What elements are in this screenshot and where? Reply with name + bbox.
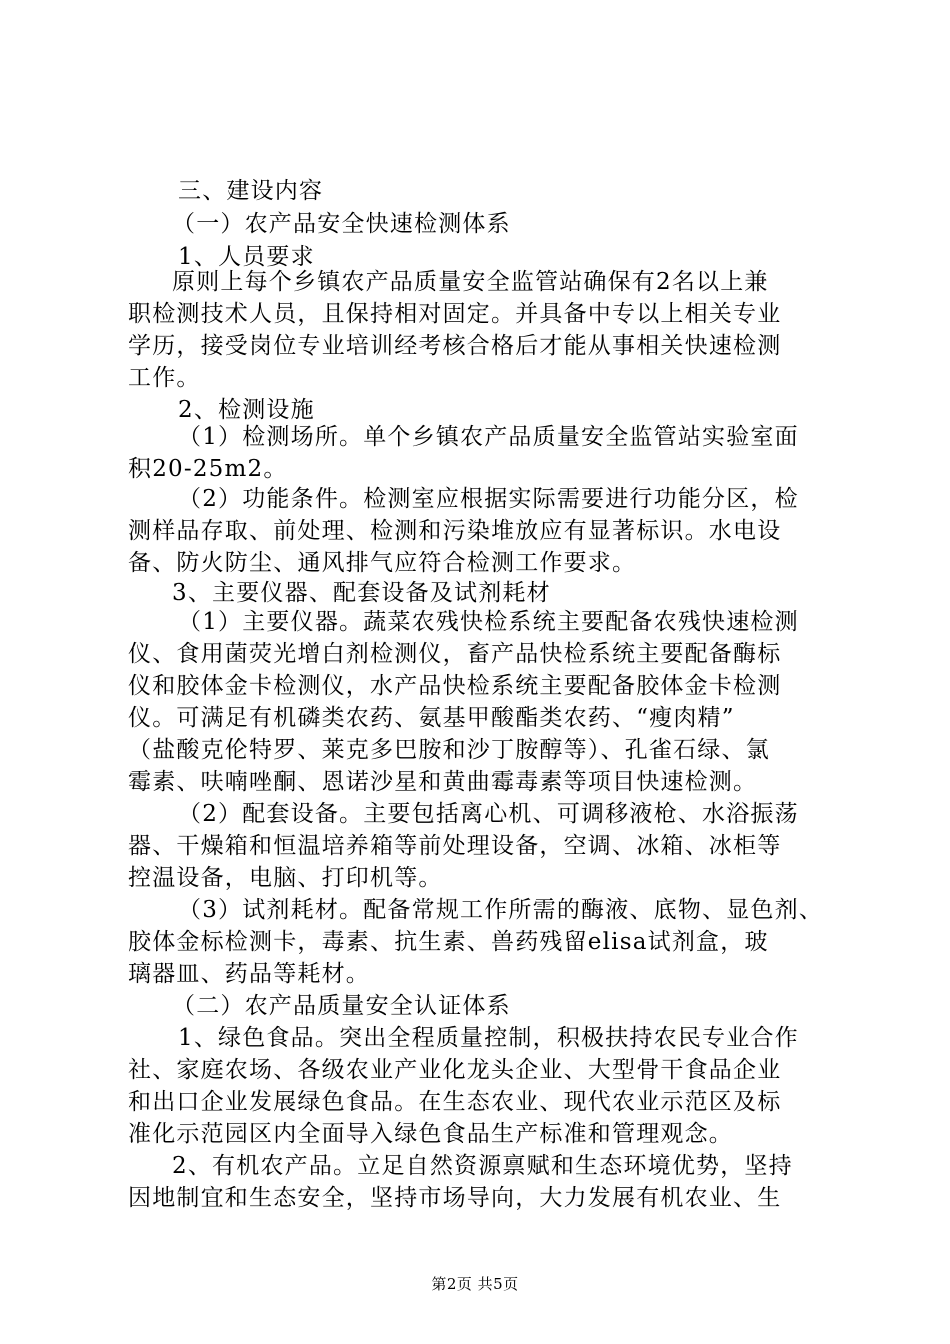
- paragraph-line: 测样品存取、前处理、检测和污染堆放应有显著标识。水电设: [128, 518, 782, 544]
- paragraph-line: 璃器皿、药品等耗材。: [128, 961, 370, 987]
- subsection-heading: （一）农产品安全快速检测体系: [172, 211, 511, 237]
- paragraph-line: 备、防火防尘、通风排气应符合检测工作要求。: [128, 550, 637, 576]
- paragraph-line: 仪和胶体金卡检测仪，水产品快检系统主要配备胶体金卡检测: [128, 673, 782, 699]
- paragraph-line: 原则上每个乡镇农产品质量安全监管站确保有2名以上兼: [172, 269, 769, 295]
- item-heading: 2、检测设施: [178, 397, 315, 423]
- paragraph-line: 学历，接受岗位专业培训经考核合格后才能从事相关快速检测: [128, 333, 782, 359]
- paragraph-line: （3）试剂耗材。配备常规工作所需的酶液、底物、显色剂、: [178, 897, 824, 923]
- paragraph-line: 2、有机农产品。立足自然资源禀赋和生态环境优势，坚持: [172, 1153, 793, 1179]
- page-number-footer: 第2页 共5页: [431, 1275, 519, 1293]
- paragraph-line: （2）功能条件。检测室应根据实际需要进行功能分区，检: [178, 486, 799, 512]
- paragraph-line: （1）主要仪器。蔬菜农残快检系统主要配备农残快速检测: [178, 609, 799, 635]
- subsection-heading: （二）农产品质量安全认证体系: [172, 993, 511, 1019]
- paragraph-line: 职检测技术人员，且保持相对固定。并具备中专以上相关专业: [128, 301, 782, 327]
- paragraph-line: 因地制宜和生态安全，坚持市场导向，大力发展有机农业、生: [128, 1185, 782, 1211]
- paragraph-line: （1）检测场所。单个乡镇农产品质量安全监管站实验室面: [178, 424, 799, 450]
- paragraph-line: 霉素、呋喃唑酮、恩诺沙星和黄曲霉毒素等项目快速检测。: [128, 769, 758, 795]
- paragraph-line: 社、家庭农场、各级农业产业化龙头企业、大型骨干食品企业: [128, 1057, 782, 1083]
- paragraph-line: 胶体金标检测卡，毒素、抗生素、兽药残留elisa试剂盒，玻: [128, 929, 769, 955]
- item-heading: 1、人员要求: [178, 244, 315, 270]
- section-heading: 三、建设内容: [178, 178, 324, 204]
- item-heading: 3、主要仪器、配套设备及试剂耗材: [172, 580, 551, 606]
- paragraph-line: 1、绿色食品。突出全程质量控制，积极扶持农民专业合作: [178, 1025, 799, 1051]
- paragraph-line: 积20-25m2。: [128, 456, 288, 482]
- paragraph-line: 准化示范园区内全面导入绿色食品生产标准和管理观念。: [128, 1121, 733, 1147]
- paragraph-line: 器、干燥箱和恒温培养箱等前处理设备，空调、冰箱、冰柜等: [128, 833, 782, 859]
- paragraph-line: 工作。: [128, 365, 201, 391]
- paragraph-line: 控温设备，电脑、打印机等。: [128, 865, 443, 891]
- paragraph-line: （盐酸克伦特罗、莱克多巴胺和沙丁胺醇等）、孔雀石绿、氯: [128, 737, 770, 763]
- paragraph-line: 仪、食用菌荧光增白剂检测仪，畜产品快检系统主要配备酶标: [128, 641, 782, 667]
- paragraph-line: 和出口企业发展绿色食品。在生态农业、现代农业示范区及标: [128, 1089, 782, 1115]
- paragraph-line: 仪。可满足有机磷类农药、氨基甲酸酯类农药、“瘦肉精”: [128, 705, 735, 731]
- paragraph-line: （2）配套设备。主要包括离心机、可调移液枪、水浴振荡: [178, 801, 799, 827]
